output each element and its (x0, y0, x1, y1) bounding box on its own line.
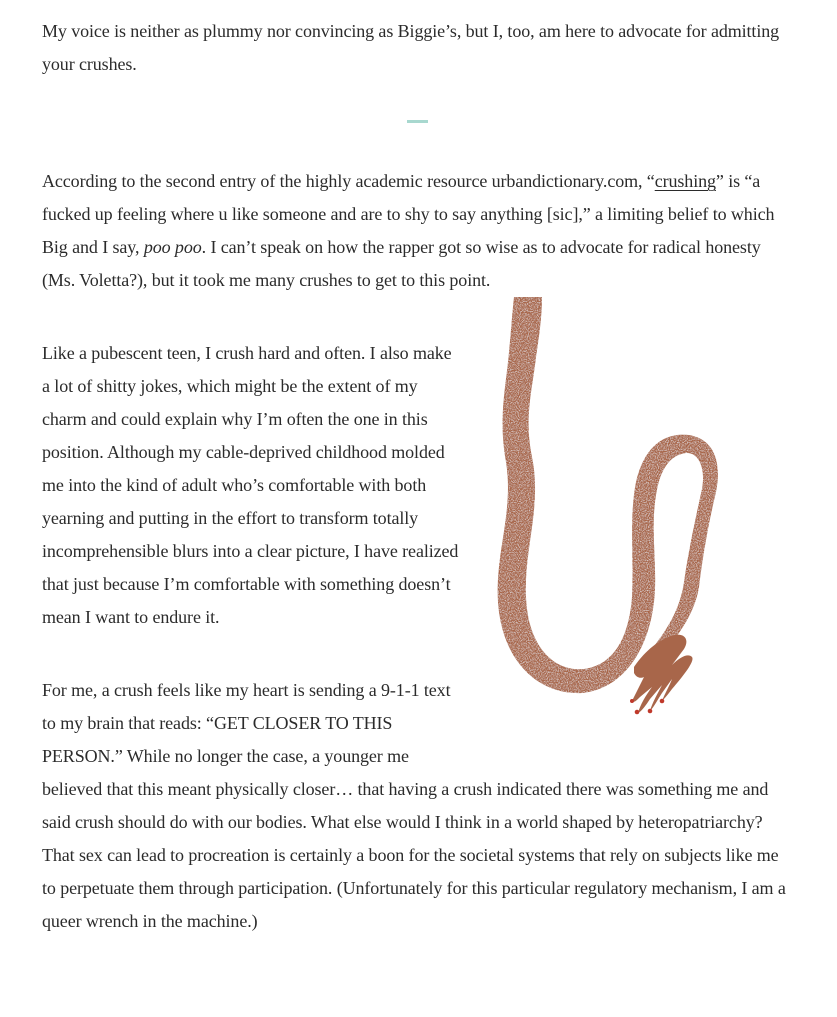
nail (660, 699, 665, 704)
paragraph-crush-hard: Like a pubescent teen, I crush hard and often. I also make a lot of shitty jokes, which might be the extent of my charm and could explain why I’m often the one in this position. Although my cable-deprived childhood molded me into the kind of adult who’s comfortable with both yearning and putting in the effort to transform totally incomprehensible blurs into a clear picture, I have realized that just because I’m comfortable with something doesn’t mean I want to endure it. (42, 343, 459, 627)
paragraph-text: According to the second entry of the highly academic resource urbandictionary.com, “ (42, 171, 655, 191)
italic-phrase: poo poo (143, 237, 202, 257)
curving-arm-illustration (484, 297, 784, 727)
paragraph-intro: My voice is neither as plummy nor convincing as Biggie’s, but I, too, am here to advocate for admitting your crushes. (42, 21, 780, 74)
illustration-figure (472, 299, 802, 769)
crushing-link[interactable]: crushing (654, 171, 716, 191)
nail (648, 709, 653, 714)
paragraph-text: ” is “a fucked up feeling where u like someone and are to shy to say anything [sic],” a limiting belief to which Big and I say, (42, 171, 775, 257)
paragraph-urbandictionary (42, 165, 794, 297)
section-divider (407, 120, 428, 123)
article-body (42, 15, 794, 938)
paragraph-911-text: For me, a crush feels like my heart is sending a 9-1-1 text to my brain that reads: “GET CLOSER TO THIS PERSON.” While no longer the case, a younger me believed that this meant physically closer… that having a crush indicated there was something me and said crush should do with our bodies. What else would I think in a world shaped by heteropatriarchy? That sex can lead to procreation is certainly a boon for the societal systems that rely on subjects like me to perpetuate them through participation. (Unfortunately for this particular regulatory mechanism, I am a queer wrench in the machine.) (42, 680, 786, 931)
arm-shape (498, 297, 718, 693)
paragraph-text: . I can’t speak on how the rapper got so wise as to advocate for radical honesty (Ms. Voletta?), but it took me many crushes to get to this point. (42, 237, 761, 290)
nail (630, 699, 634, 703)
nail (635, 710, 640, 715)
